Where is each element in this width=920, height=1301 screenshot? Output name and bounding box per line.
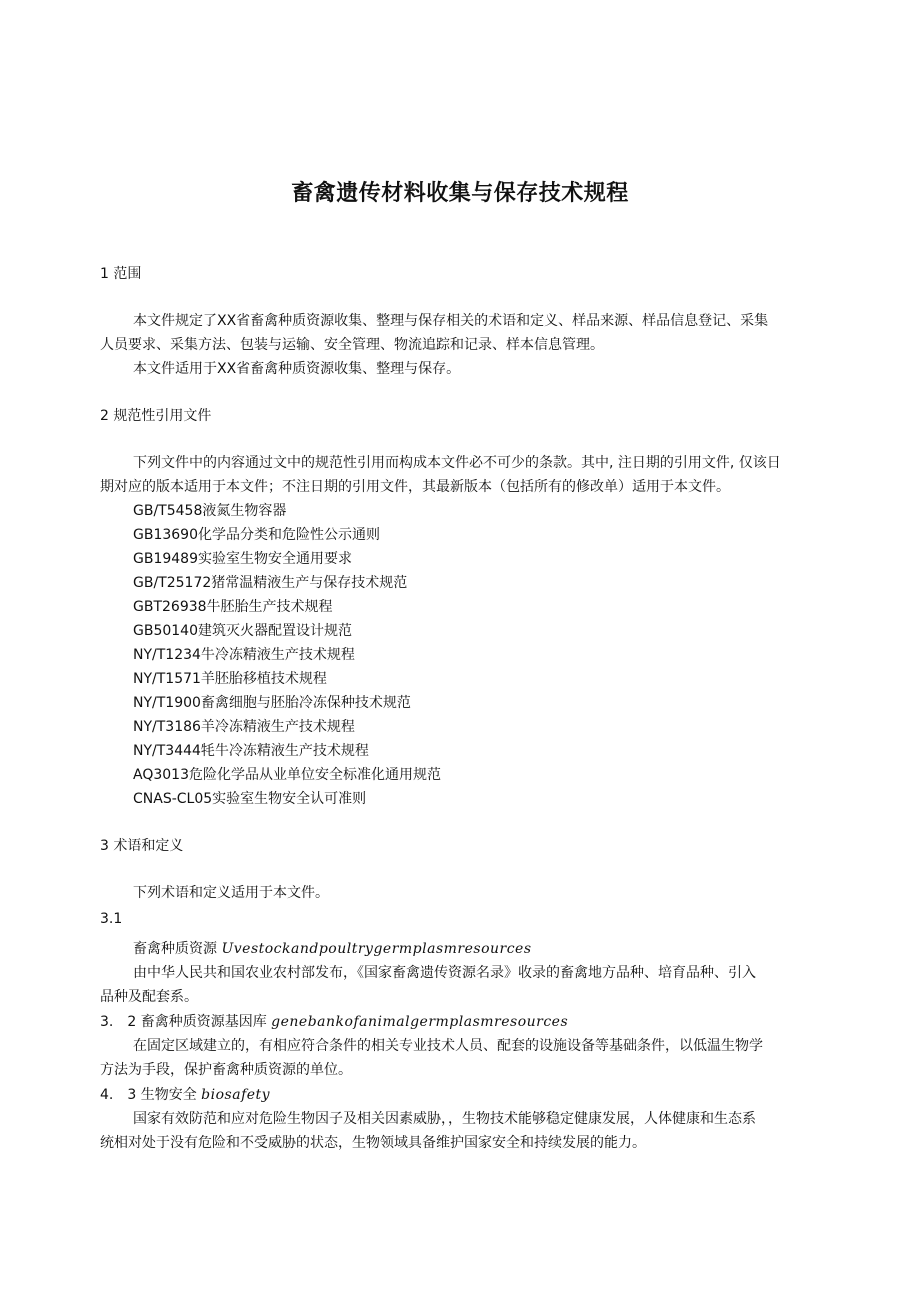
term-1-number: 3.1 <box>100 911 123 927</box>
reference-item: GBT26938牛胚胎生产技术规程 <box>133 599 333 615</box>
reference-item: NY/T3444牦牛冷冻精液生产技术规程 <box>133 743 369 759</box>
reference-item: NY/T1571羊胚胎移植技术规程 <box>133 671 327 687</box>
reference-item: NY/T1234牛冷冻精液生产技术规程 <box>133 647 355 663</box>
term-3-definition-line-2: 统相对处于没有危险和不受威胁的状态，生物领域具备维护国家安全和持续发展的能力。 <box>100 1135 646 1151</box>
section-2-heading: 2 规范性引用文件 <box>100 408 212 424</box>
term-2-english: genebankofanimalgermplasmresources <box>271 1014 569 1030</box>
reference-item: GB13690化学品分类和危险性公示通则 <box>133 527 380 543</box>
term-2-chinese: 畜禽种质资源基因库 <box>140 1014 267 1030</box>
section-1-para-1-line-2: 人员要求、采集方法、包装与运输、安全管理、物流追踪和记录、样本信息管理。 <box>100 337 604 353</box>
reference-item: GB19489实验室生物安全通用要求 <box>133 551 352 567</box>
term-1-english: Uvestockandpoultrygermplasmresources <box>221 941 532 957</box>
term-3-heading <box>100 1085 270 1105</box>
section-2-intro-line-2: 期对应的版本适用于本文件；不注日期的引用文件，其最新版本（包括所有的修改单）适用于本文件。 <box>100 479 730 495</box>
reference-item: GB/T25172猪常温精液生产与保存技术规范 <box>133 575 408 591</box>
term-2-heading <box>100 1012 568 1032</box>
term-2-definition-line-2: 方法为手段，保护畜禽种质资源的单位。 <box>100 1062 352 1078</box>
reference-item: AQ3013危险化学品从业单位安全标准化通用规范 <box>133 767 441 783</box>
section-3-intro: 下列术语和定义适用于本文件。 <box>133 885 329 901</box>
term-1-definition-line-1: 由中华人民共和国农业农村部发布，《国家畜禽遗传资源名录》收录的畜禽地方品种、培育品种、引入 <box>133 965 756 981</box>
term-1-chinese: 畜禽种质资源 <box>133 941 217 957</box>
reference-item: CNAS-CL05实验室生物安全认可准则 <box>133 791 367 807</box>
document-title: 畜禽遗传材料收集与保存技术规程 <box>291 181 629 206</box>
section-1-para-2: 本文件适用于XX省畜禽种质资源收集、整理与保存。 <box>133 361 461 377</box>
reference-item: NY/T3186羊冷冻精液生产技术规程 <box>133 719 355 735</box>
reference-item: GB/T5458液氮生物容器 <box>133 503 287 519</box>
reference-item: GB50140建筑灭火器配置设计规范 <box>133 623 352 639</box>
term-2-number: 3. 2 <box>100 1014 137 1030</box>
term-3-english: biosafety <box>201 1087 271 1103</box>
term-2-definition-line-1: 在固定区域建立的，有相应符合条件的相关专业技术人员、配套的设施设备等基础条件，以低温生物学 <box>133 1038 763 1054</box>
term-3-definition-line-1: 国家有效防范和应对危险生物因子及相关因素威胁，，生物技术能够稳定健康发展，人体健康和生态系 <box>133 1111 756 1127</box>
section-2-intro-line-1: 下列文件中的内容通过文中的规范性引用而构成本文件必不可少的条款。其中, 注日期的引用文件, 仅该日 <box>133 455 781 471</box>
section-1-para-1-line-1: 本文件规定了XX省畜禽种质资源收集、整理与保存相关的术语和定义、样品来源、样品信息登记、采集 <box>133 313 769 329</box>
term-3-chinese: 生物安全 <box>140 1087 197 1103</box>
term-1-definition-line-2: 品种及配套系。 <box>100 989 198 1005</box>
term-3-number: 4. 3 <box>100 1087 137 1103</box>
term-1-heading <box>133 939 532 959</box>
reference-item: NY/T1900畜禽细胞与胚胎冷冻保种技术规范 <box>133 695 411 711</box>
section-1-heading: 1 范围 <box>100 266 142 282</box>
section-3-heading: 3 术语和定义 <box>100 838 184 854</box>
